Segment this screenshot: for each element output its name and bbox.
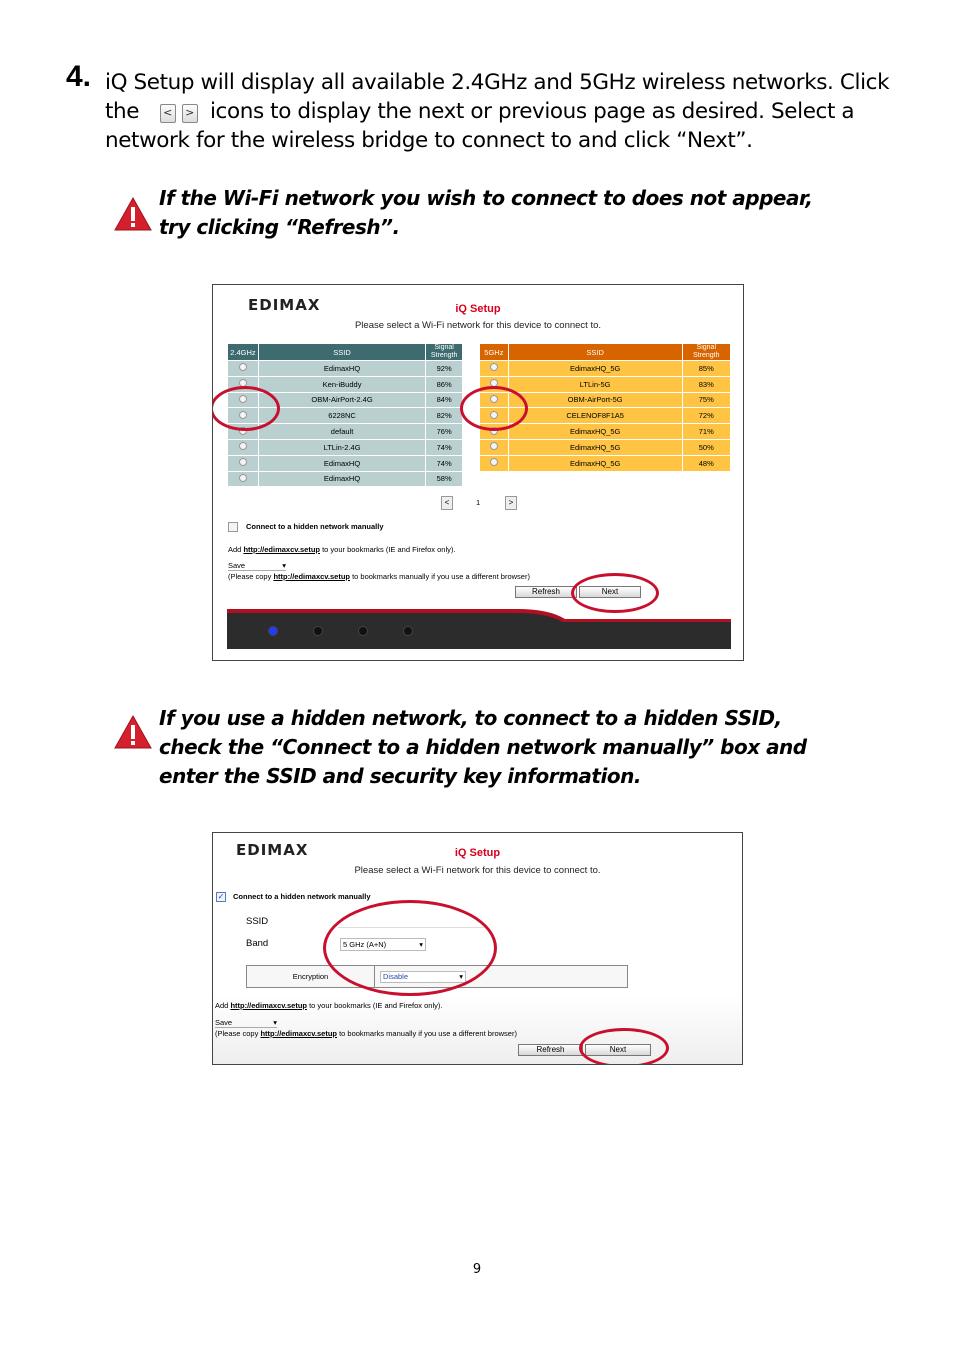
hidden-network-checkbox[interactable] xyxy=(228,522,238,532)
step-instructions xyxy=(105,68,905,155)
network-ssid: CELENOF8F1A5 xyxy=(508,408,682,424)
copy-suffix: to bookmarks manually if you use a different browser) xyxy=(337,1029,517,1038)
network-signal: 58% xyxy=(426,471,463,487)
refresh-button[interactable]: Refresh xyxy=(515,586,577,598)
network-signal: 82% xyxy=(426,408,463,424)
prev-page-icon: < xyxy=(160,104,176,123)
network-radio[interactable] xyxy=(480,439,509,455)
warning-triangle-icon xyxy=(113,714,153,750)
radio-icon[interactable] xyxy=(490,458,498,466)
page-number: 1 xyxy=(476,498,481,507)
bookmark-line xyxy=(215,1001,442,1010)
header-2-4ghz: 2.4GHz xyxy=(228,344,259,361)
copy-prefix: (Please copy xyxy=(228,572,274,581)
network-ssid: EdimaxHQ xyxy=(258,361,425,377)
bookmark-line xyxy=(228,545,455,554)
table-row[interactable] xyxy=(480,439,731,455)
copy-prefix: (Please copy xyxy=(215,1029,261,1038)
network-signal: 74% xyxy=(426,439,463,455)
network-signal: 74% xyxy=(426,455,463,471)
network-ssid: default xyxy=(258,424,425,440)
network-ssid: 6228NC xyxy=(258,408,425,424)
network-signal: 71% xyxy=(682,424,730,440)
radio-icon[interactable] xyxy=(239,363,247,371)
network-signal: 72% xyxy=(682,408,730,424)
step-number: 4. xyxy=(66,60,92,93)
radio-icon[interactable] xyxy=(490,363,498,371)
network-ssid: EdimaxHQ_5G xyxy=(508,361,682,377)
iq-setup-subtitle: Please select a Wi-Fi network for this device to connect to. xyxy=(354,320,602,331)
warning-triangle-icon xyxy=(113,196,153,232)
network-signal: 48% xyxy=(682,455,730,471)
band-label: Band xyxy=(246,938,269,949)
header-5ghz: 5GHz xyxy=(480,344,509,361)
dropdown-arrow-icon: ▾ xyxy=(282,561,286,570)
iq-setup-subtitle: Please select a Wi-Fi network for this device to connect to. xyxy=(354,865,601,876)
save-select[interactable] xyxy=(215,1018,277,1028)
screenshot-network-list xyxy=(212,284,744,661)
hidden-network-label: Connect to a hidden network manually xyxy=(246,522,384,531)
copy-link[interactable]: http://edimaxcv.setup xyxy=(260,1029,337,1038)
network-signal: 84% xyxy=(426,392,463,408)
ssid-label: SSID xyxy=(246,916,269,927)
highlight-circle xyxy=(460,386,528,431)
save-option: Save xyxy=(215,1018,233,1027)
step-text-after: icons to display the next or previous page as desired. Select a network for the wireless bridge to connect to and click “Next”. xyxy=(105,99,855,153)
network-signal: 83% xyxy=(682,376,730,392)
highlight-circle xyxy=(579,1028,669,1065)
note-hidden-network: If you use a hidden network, to connect to a hidden SSID, check the “Connect to a hidden network manually” box and enter the SSID and security key information. xyxy=(159,706,807,788)
network-radio[interactable] xyxy=(228,439,259,455)
prev-page-button[interactable]: < xyxy=(441,496,453,510)
edimax-logo: EDIMAX xyxy=(248,296,321,314)
note-refresh: If the Wi-Fi network you wish to connect to does not appear, try clicking “Refresh”. xyxy=(159,186,813,239)
table-row[interactable] xyxy=(228,361,463,377)
bookmark-prefix: Add xyxy=(215,1001,231,1010)
encryption-value: Disable xyxy=(383,972,409,981)
hidden-network-label: Connect to a hidden network manually xyxy=(233,892,371,901)
network-ssid: LTLin-2.4G xyxy=(258,439,425,455)
next-page-icon: > xyxy=(182,104,198,123)
network-ssid: EdimaxHQ xyxy=(258,471,425,487)
header-signal: Signal Strength xyxy=(682,344,730,361)
band-value: 5 GHz (A+N) xyxy=(343,940,387,949)
refresh-button[interactable]: Refresh xyxy=(518,1044,583,1056)
network-radio[interactable] xyxy=(480,455,509,471)
bookmark-suffix: to your bookmarks (IE and Firefox only). xyxy=(306,1001,443,1010)
step-text-before: iQ Setup will display all available 2.4GHz and 5GHz wireless networks. Click the xyxy=(105,70,890,124)
save-option: Save xyxy=(228,561,246,570)
network-radio[interactable] xyxy=(228,361,259,377)
encryption-label: Encryption xyxy=(292,972,329,981)
network-signal: 50% xyxy=(682,439,730,455)
network-radio[interactable] xyxy=(480,361,509,377)
next-page-button[interactable]: > xyxy=(505,496,517,510)
header-ssid: SSID xyxy=(508,344,682,361)
network-ssid: OBM-AirPort-5G xyxy=(508,392,682,408)
edimax-logo: EDIMAX xyxy=(236,841,309,859)
bookmark-link[interactable]: http://edimaxcv.setup xyxy=(230,1001,307,1010)
radio-icon[interactable] xyxy=(239,474,247,482)
network-radio[interactable] xyxy=(228,471,259,487)
next-button[interactable]: Next xyxy=(585,1044,651,1056)
table-row[interactable] xyxy=(480,424,731,440)
dropdown-arrow-icon: ▾ xyxy=(273,1018,277,1027)
status-led-icon xyxy=(403,626,413,636)
screenshot-hidden-network xyxy=(212,832,743,1065)
iq-setup-title: iQ Setup xyxy=(454,847,501,859)
copy-suffix: to bookmarks manually if you use a different browser) xyxy=(350,572,530,581)
table-row[interactable] xyxy=(228,471,463,487)
save-select[interactable] xyxy=(228,561,286,571)
iq-setup-title: iQ Setup xyxy=(455,303,501,315)
network-signal: 86% xyxy=(426,376,463,392)
next-button[interactable]: Next xyxy=(579,586,641,598)
dropdown-arrow-icon: ▾ xyxy=(419,940,423,949)
network-signal: 85% xyxy=(682,361,730,377)
radio-icon[interactable] xyxy=(239,442,247,450)
copy-line xyxy=(215,1029,517,1038)
bookmark-prefix: Add xyxy=(228,545,244,554)
network-ssid: EdimaxHQ_5G xyxy=(508,439,682,455)
highlight-circle xyxy=(323,900,497,996)
status-led-icon xyxy=(268,626,278,636)
table-row[interactable] xyxy=(480,361,731,377)
table-row[interactable] xyxy=(480,376,731,392)
network-signal: 76% xyxy=(426,424,463,440)
table-row[interactable] xyxy=(228,439,463,455)
status-led-icon xyxy=(313,626,323,636)
network-radio[interactable] xyxy=(228,455,259,471)
network-signal: 75% xyxy=(682,392,730,408)
highlight-circle xyxy=(571,573,659,613)
network-ssid: Ken-iBuddy xyxy=(258,376,425,392)
network-ssid: EdimaxHQ_5G xyxy=(508,424,682,440)
hidden-network-checkbox[interactable]: ✓ xyxy=(217,892,225,901)
network-signal: 92% xyxy=(426,361,463,377)
network-ssid: LTLin-5G xyxy=(508,376,682,392)
bookmark-suffix: to your bookmarks (IE and Firefox only). xyxy=(319,545,456,554)
table-row[interactable] xyxy=(480,455,731,471)
bookmark-link[interactable]: http://edimaxcv.setup xyxy=(243,545,320,554)
network-ssid: EdimaxHQ_5G xyxy=(508,455,682,471)
network-ssid: OBM-AirPort-2.4G xyxy=(258,392,425,408)
page-number: 9 xyxy=(472,1262,482,1277)
radio-icon[interactable] xyxy=(490,442,498,450)
dropdown-arrow-icon: ▾ xyxy=(459,972,463,981)
highlight-circle xyxy=(212,386,280,431)
table-row[interactable] xyxy=(228,455,463,471)
status-led-icon xyxy=(358,626,368,636)
copy-link[interactable]: http://edimaxcv.setup xyxy=(273,572,350,581)
network-ssid: EdimaxHQ xyxy=(258,455,425,471)
copy-line xyxy=(228,572,530,581)
header-ssid: SSID xyxy=(258,344,425,361)
header-signal: Signal Strength xyxy=(426,344,463,361)
radio-icon[interactable] xyxy=(239,458,247,466)
